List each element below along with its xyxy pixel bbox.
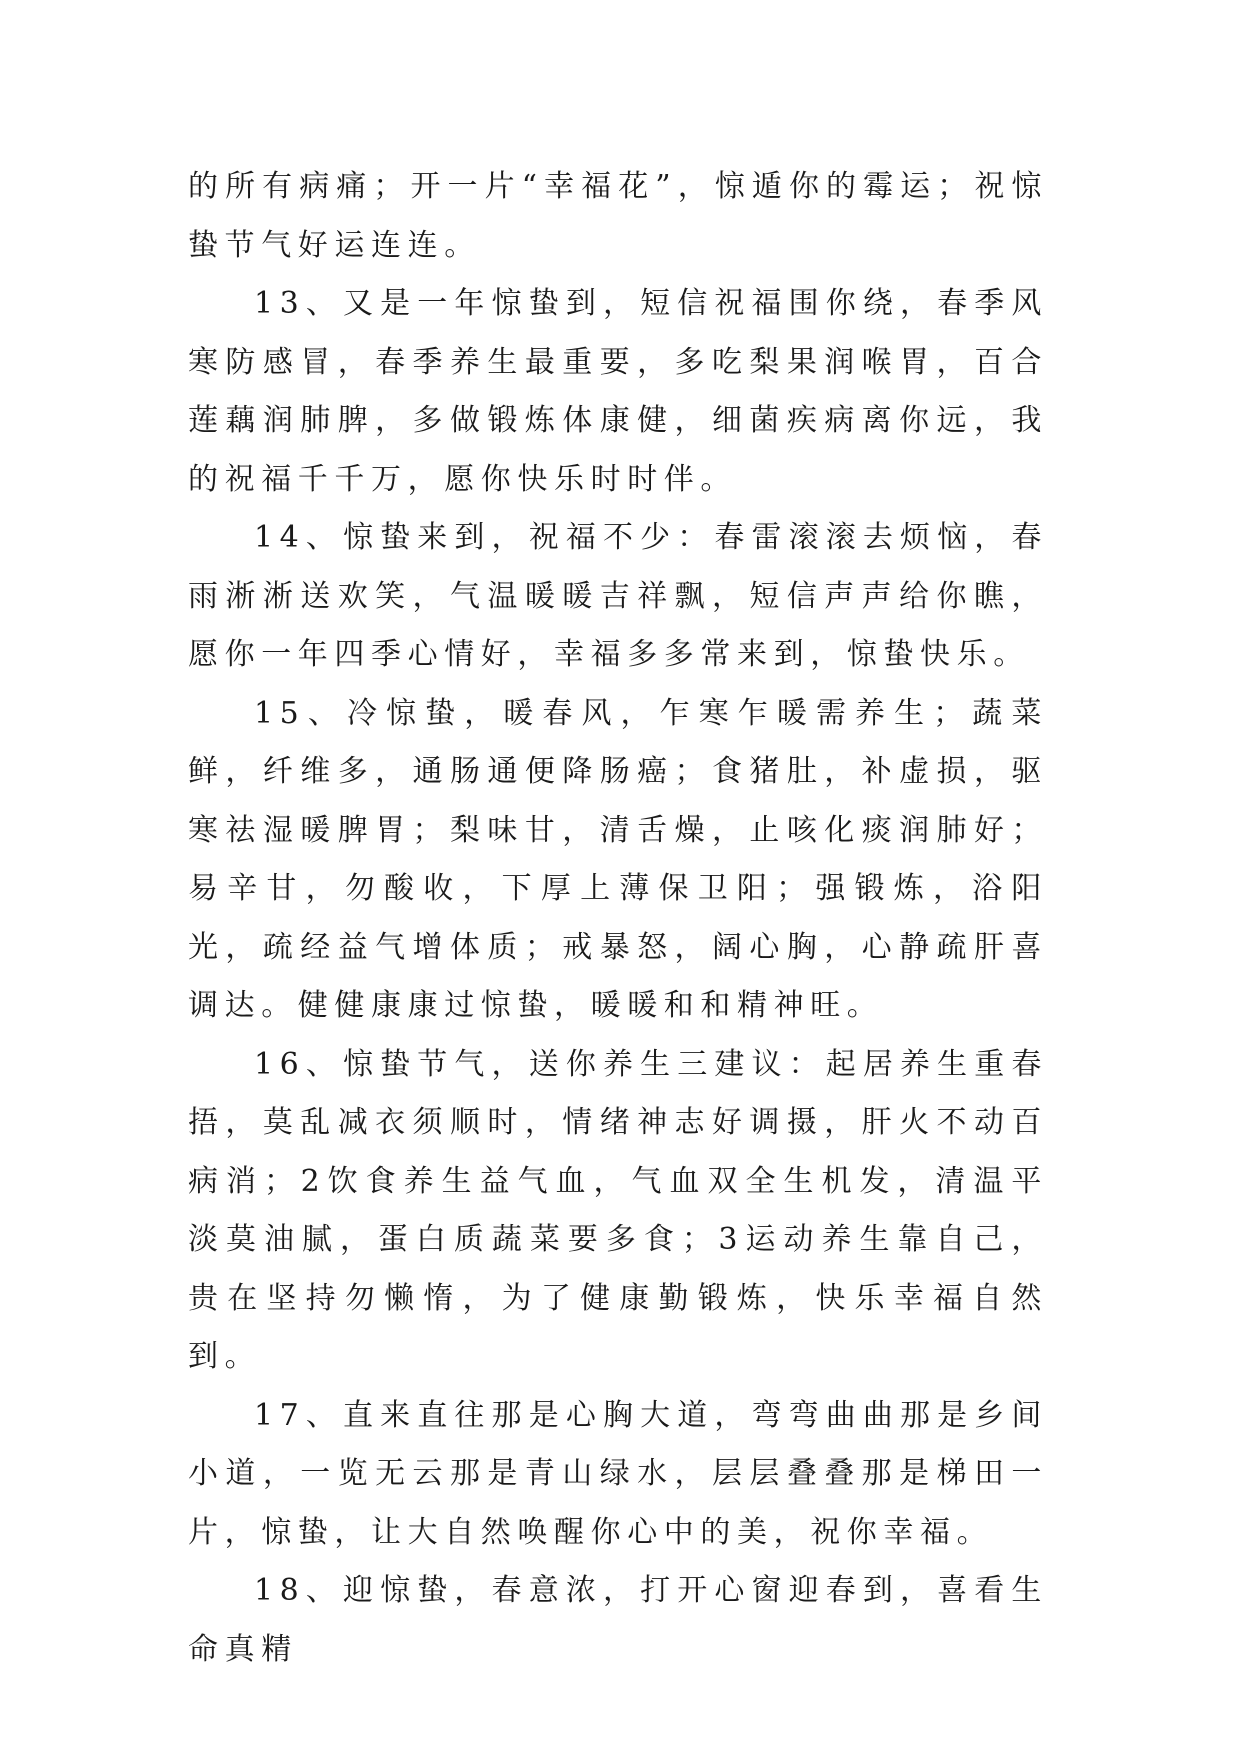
paragraph-14: 14、惊蛰来到，祝福不少：春雷滚滚去烦恼，春雨淅淅送欢笑，气温暖暖吉祥飘，短信声声给你瞧，愿你一年四季心情好，幸福多多常来到，惊蛰快乐。: [188, 520, 1048, 672]
paragraph-continued: 的所有病痛；开一片“幸福花”，惊遁你的霉运；祝惊蛰节气好运连连。: [188, 169, 1048, 263]
paragraph-17: 17、直来直往那是心胸大道，弯弯曲曲那是乡间小道，一览无云那是青山绿水，层层叠叠那是梯田一片，惊蛰，让大自然唤醒你心中的美，祝你幸福。: [188, 1397, 1048, 1550]
paragraph-13: 13、又是一年惊蛰到，短信祝福围你绕，春季风寒防感冒，春季养生最重要，多吃梨果润喉胃，百合莲藕润肺脾，多做锻炼体康健，细菌疾病离你远，我的祝福千千万，愿你快乐时时伴。: [188, 286, 1048, 497]
paragraph-18: 18、迎惊蛰，春意浓，打开心窗迎春到，喜看生命真精: [188, 1573, 1048, 1667]
document-body: [188, 158, 1048, 1679]
paragraph-16: 16、惊蛰节气，送你养生三建议：起居养生重春捂，莫乱减衣须顺时，情绪神志好调摄，肝火不动百病消；2饮食养生益气血，气血双全生机发，清温平淡莫油腻，蛋白质蔬菜要多食；3运动养生靠自己，贵在坚持勿懒惰，为了健康勤锻炼，快乐幸福自然到。: [188, 1046, 1048, 1374]
paragraph-15: 15、冷惊蛰，暖春风，乍寒乍暖需养生；蔬菜鲜，纤维多，通肠通便降肠癌；食猪肚，补虚损，驱寒祛湿暖脾胃；梨味甘，清舌燥，止咳化痰润肺好；易辛甘，勿酸收，下厚上薄保卫阳；强锻炼，浴阳光，疏经益气增体质；戒暴怒，阔心胸，心静疏肝喜调达。健健康康过惊蛰，暖暖和和精神旺。: [188, 695, 1048, 1023]
